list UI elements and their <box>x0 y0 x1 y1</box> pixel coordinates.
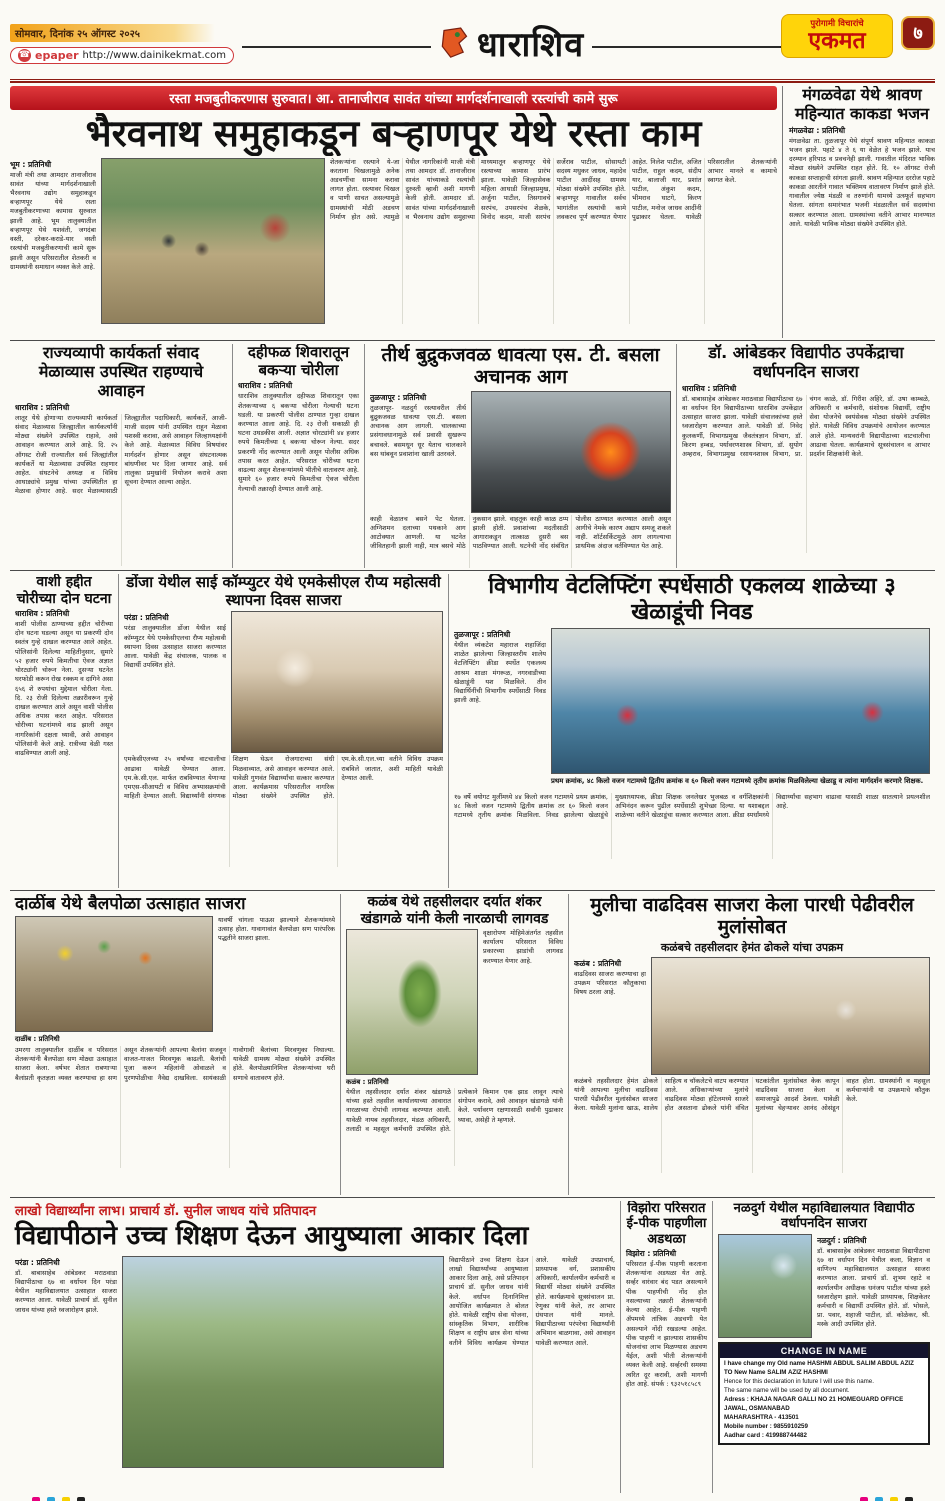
color-mark-black <box>905 1497 913 1501</box>
photo-caption: दाळींब : प्रतिनिधी <box>15 1035 60 1044</box>
road-work-photo <box>101 158 325 324</box>
article-byline: विझोरा : प्रतिनिधी <box>626 1248 677 1258</box>
article-byline: मंगळवेढा : प्रतिनिधी <box>789 125 846 135</box>
article-side-column <box>454 628 546 791</box>
epaper-link[interactable] <box>10 47 234 64</box>
brand-box <box>781 14 893 58</box>
article-kicker: लाखो विद्यार्थ्यांना लाभ। प्राचार्य डॉ. सुनील जाधव यांचे प्रतिपादन <box>15 1204 317 1219</box>
article-subhead: कळंबचे तहसीलदार हेमंत ढोकले यांचा उपक्रम <box>660 940 844 954</box>
article-title: विझोरा परिसरात ई-पीक पाहणीला अडथळा <box>626 1201 707 1247</box>
article-body: येथील तहसीलदार दर्यात शंकर खंडागळे यांच्या हस्ते तहसील कार्यालयाच्या आवारात नारळाच्या रोपांची लागवड करण्यात आली. यावेळी नायब तहसीलदार, मंडळ अधिकारी, तलाठी व महसूल कर्मचारी उपस्थित होते. प्रत्येकाने किमान एक झाड लावून त्याचे संगोपन करावे, असे आवाहन खंडागळे यांनी केले. पर्यावरण रक्षणासाठी सर्वांनी पुढाकार घ्यावा, असेही ते म्हणाले. <box>346 1088 563 1133</box>
article-media <box>454 628 930 791</box>
notice-body <box>720 1358 928 1443</box>
article-byline: परंडा : प्रतिनिधी <box>124 613 169 623</box>
article-university <box>10 1201 620 1493</box>
notice-line: The same name will be used by all document. <box>724 1386 850 1394</box>
article-title: मुलीचा वाढदिवस साजरा केला पारधी पेढीवरील मुलांसोबत <box>590 894 914 939</box>
color-mark-magenta <box>860 1497 868 1501</box>
computer-center-photo <box>231 611 443 753</box>
coconut-planting-photo <box>346 929 478 1075</box>
date-line: सोमवार, दिनांक २५ ऑगस्ट २०२५ <box>10 24 215 42</box>
article-body: कळंबचे तहसीलदार हेमंत ढोकले यांनी आपल्या मुलीचा वाढदिवस पारधी पेढीवरील मुलांसोबत साजरा केला. यावेळी मुलांना खाऊ, शालेय साहित्य व चॉकलेटचे वाटप करण्यात आले. अधिकाऱ्यांच्या मुलांचे वाढदिवस मोठ्या हॉटेलमध्ये साजरे होत असताना ढोकले यांनी वंचित घटकांतील मुलांसोबत केक कापून वाढदिवस साजरा केला व समाजापुढे आदर्श ठेवला. यावेळी मुलांच्या चेहऱ्यावर आनंद ओसंडून वाहत होता. ग्रामस्थांनी व महसूल कर्मचाऱ्यांनी या उपक्रमाचे कौतुक केले. <box>574 1076 930 1113</box>
color-mark-yellow <box>62 1497 70 1501</box>
article-body-side: यावर्षी चांगला पाऊस झाल्याने शेतकऱ्यांमध्ये उत्साह होता. गावागावांत बैलपोळा सण पारंपरिक पद्धतीने साजरा झाला. <box>218 916 335 943</box>
article-weightlifting <box>448 574 935 888</box>
article-body-side: तुळजापूर- नळदुर्ग रस्त्यावरील तीर्थ बुद्रुकजवळ धावत्या एस.टी. बसला अचानक आग लागली. चालकाच्या प्रसंगावधानामुळे सर्व प्रवासी सुखरूप बचावले. बसमधून धूर येताच चालकाने बस थांबवून प्रवाशांना खाली उतरवले. <box>370 403 466 458</box>
article-byline: परंडा : प्रतिनिधी <box>15 1257 60 1267</box>
lead-body-left: माजी मंत्री तथा आमदार तानाजीराव सावंत यांच्या मार्गदर्शनाखाली भैरवनाथ उद्योग समुहाकडून बऱ्हाणपूर येथे रस्ता मजबुतीकरणाच्या कामास सुरुवात झाली आहे. भूम तालुक्यातील बऱ्हाणपूर येथे यशवंती, जगदंबा वस्ती, दरेकर-कराडे-यार वस्ती रस्त्यांची मजबुतीकरणाची कामे सुरू झाली असून परिसरातील शेतकरी व ग्रामस्थांनी समाधान व्यक्त केले आहे. <box>10 170 96 271</box>
lead-strap-banner: रस्ता मजबुतीकरणास सुरुवात। आ. तानाजीराव सावंत यांच्या मार्गदर्शनाखाली रस्त्यांची कामे सुरू <box>10 86 777 110</box>
article-media <box>124 611 443 753</box>
row-2 <box>10 340 935 568</box>
notice-mobile: Mobile number : 9855910259 <box>724 1422 808 1430</box>
header-divider <box>10 79 935 83</box>
notice-aadhar: Aadhar card : 419988744482 <box>724 1431 807 1439</box>
article-dahiphal <box>232 344 364 568</box>
lead-body <box>10 158 777 328</box>
notice-address: Adress : KHAJA NAGAR GALLI NO 21 HOMEGUARD OFFICE JAWAL, OSMANABAD <box>724 1395 904 1412</box>
article-donja-mkcl <box>118 574 448 888</box>
color-mark-yellow <box>890 1497 898 1501</box>
color-mark-cyan <box>47 1497 55 1501</box>
change-in-name-notice <box>718 1342 930 1445</box>
registration-marks-right <box>860 1497 913 1501</box>
masthead-rule-left <box>242 46 431 48</box>
lead-left-column <box>10 158 96 328</box>
article-byline: कळंब : प्रतिनिधी <box>574 958 622 968</box>
article-side-column <box>370 391 466 513</box>
naldurg-college-photo <box>718 1234 812 1338</box>
article-title: नळदुर्ग येथील महाविद्यालयात विद्यापीठ वर्धापनदिन साजरा <box>733 1201 915 1232</box>
registration-marks <box>10 1493 935 1501</box>
article-media <box>15 916 335 1044</box>
college-students-photo <box>122 1256 444 1468</box>
article-media <box>370 391 671 513</box>
bus-fire-photo <box>471 391 671 513</box>
article-media <box>15 1256 615 1468</box>
lead-body-right: शेतकऱ्यांना रस्त्याने ये-जा करताना चिखलामुळे अनेक अडचणींचा सामना करावा लागत होता. रस्त्यावर चिखल व पाणी साचत असल्यामुळे ग्रामस्थांची मोठी अडचण निर्माण होत असे. त्यामुळे येथील नागरिकांनी माजी मंत्री तथा आमदार डॉ. तानाजीराव सावंत यांच्याकडे रस्त्यांची दुरुस्ती व्हावी अशी मागणी केली होती. आमदार डॉ. सावंत यांच्या मार्गदर्शनाखाली व भैरवनाथ उद्योग समुहाच्या माध्यमातून बऱ्हाणपूर येथे रस्त्याच्या कामास प्रारंभ झाला. यावेळी जिल्हासेवक महिला आघाडी जिल्हाप्रमुख, अर्जुना पाटील, तिसगावचे सरपंच, उपसरपंच शेळके, विनोद कदम, माजी सरपंच सर्जेराव पाटील, सोसायटी सदस्य मधुकर जाधव, महादेव पाटील आदींसह ग्रामस्थ मोठ्या संख्येने उपस्थित होते. बऱ्हाणपूर गावातील सर्वच भागांतील रस्त्यांची कामे लवकरच पूर्ण करण्यात येणार आहेत. निलेश पाटील, अजित पाटील, राहुल कदम, संदीप यार, बालाजी यार, प्रशांत पाटील, अंकुश कदम, भीमराव घाटगे, किरण पाटील, मनोज जाधव आदींनी पुढाकार घेतला. यावेळी परिसरातील शेतकऱ्यांनी आभार मानले व कामाचे स्वागत केले. <box>330 157 777 221</box>
article-naldurg <box>712 1201 935 1493</box>
epaper-label: epaper <box>35 49 79 62</box>
article-body-side: डॉ. बाबासाहेब आंबेडकर मराठवाडा विद्यापीठाचा ६७ वा वर्धापन दिन परंडा येथील महाविद्यालयात उत्साहात साजरा करण्यात आला. यावेळी प्राचार्य डॉ. सुनील जाधव यांच्या हस्ते ध्वजारोहण झाले. <box>15 1268 117 1314</box>
row-3 <box>10 570 935 888</box>
article-title: मंगळवेढा येथे श्रावण महिन्यात काकडा भजन <box>794 86 930 123</box>
article-rajyavyapi <box>10 344 232 568</box>
page-header <box>10 4 935 78</box>
edition-title: धाराशिव <box>476 25 585 65</box>
photo-caption: प्रथम क्रमांक, ४८ किलो वजन गटामध्ये द्वितीय क्रमांक व ६० किलो वजन गटामध्ये तृतीय क्रमांक मिळविलेल्या खेळाडू व त्यांना मार्गदर्शन करणारे शिक्षक. <box>551 776 924 785</box>
article-coconut-planting <box>340 894 568 1195</box>
color-mark-cyan <box>875 1497 883 1501</box>
article-body: धाराशिव तालुक्यातील दहीफळ शिवारातून एका शेतकऱ्याच्या ६ बकऱ्या चोरीला गेल्याची घटना घडली. या प्रकरणी पोलीस ठाण्यात गुन्हा दाखल करण्यात आला आहे. दि. २३ रोजी सकाळी ही घटना उघडकीस आली. अज्ञात चोरट्यांनी ४४ हजार रुपये किमतीच्या ६ बकऱ्या चोरून नेल्या. सदर प्रकरणी नोंद करण्यात आली असून पोलीस अधिक तपास करत आहेत. परिसरात चोरीच्या घटना वाढल्या असून शेतकऱ्यांमध्ये भीतीचे वातावरण आहे. सुमारे ६० हजार रुपये किमतीचा ऐवज चोरीला गेल्याची तक्रारही देण्यात आली आहे. <box>238 392 359 493</box>
article-byline: नळदुर्ग : प्रतिनिधी <box>817 1235 867 1245</box>
article-title: डोंजा येथील साई कॉम्प्युटर येथे एमकेसीएल रौप्य महोत्सवी स्थापना दिवस साजरा <box>126 574 441 609</box>
notice-title: CHANGE IN NAME <box>720 1344 928 1358</box>
article-byline: धाराशिव : प्रतिनिधी <box>682 383 737 393</box>
article-ambedkar-upkendra <box>676 344 935 568</box>
article-body: डॉ. बाबासाहेब आंबेडकर मराठवाडा विद्यापीठाचा ६७ वा वर्धापन दिन येथील कला, विज्ञान व वाणिज्य महाविद्यालयात उत्साहात साजरा करण्यात आला. प्राचार्य डॉ. शुभम रहाटे व कार्यालयीन अधीक्षक धनंजय पाटील यांच्या हस्ते ध्वजारोहण झाले. यावेळी प्राध्यापक, शिक्षकेतर कर्मचारी व विद्यार्थी उपस्थित होते. डॉ. भोसले, प्रा. पवार, शहाजी पाटील, डॉ. कोळेकर, श्री. मस्के आदी उपस्थित होते. <box>817 1246 930 1329</box>
article-epik <box>620 1201 712 1493</box>
page-number: ७ <box>901 16 935 50</box>
article-title: तीर्थ बुद्रुकजवळ धावत्या एस. टी. बसला अचानक आग <box>381 344 660 389</box>
lead-byline: भूम : प्रतिनिधी <box>10 159 52 169</box>
article-body: उमरगा तालुक्यातील दाळींब व परिसरात शेतकऱ्यांनी बैलपोळा सण मोठ्या उत्साहात साजरा केला. वर्षभर शेतात राबणाऱ्या बैलांप्रती कृतज्ञता व्यक्त करण्याचा हा सण असून शेतकऱ्यांनी आपल्या बैलांना सजवून वाजत-गाजत मिरवणूक काढली. बैलांची पूजा करून महिलांनी ओवाळले व पुरणपोळीचा नैवेद्य दाखविला. सायंकाळी गावोगावी बैलांच्या मिरवणुका निघाल्या. यावेळी ग्रामस्थ मोठ्या संख्येने उपस्थित होते. बैलपोळ्यानिमित्त शेतकऱ्यांच्या घरी सणाचे वातावरण होते. <box>15 1046 335 1082</box>
article-body-side: परंडा तालुक्यातील डोंजा येथील साई कॉम्प्युटर येथे एमकेसीएलचा रौप्य महोत्सवी स्थापना दिवस उत्साहात साजरा करण्यात आला. यावेळी केंद्र संचालक, पालक व विद्यार्थी उपस्थित होते. <box>124 624 226 670</box>
article-byline: तुळजापूर : प्रतिनिधी <box>454 629 511 639</box>
article-title: विभागीय वेटलिफ्टिंग स्पर्धेसाठी एकलव्य शाळेच्या ३ खेळाडूंची निवड <box>488 574 896 625</box>
article-vashi <box>10 574 118 888</box>
article-byline: तुळजापूर : प्रतिनिधी <box>370 392 427 402</box>
article-title: डॉ. आंबेडकर विद्यापीठ उपकेंद्राचा वर्धापनदिन साजरा <box>708 344 904 381</box>
article-title: विद्यापीठाने उच्च शिक्षण देऊन आयुष्याला आकार दिला <box>15 1221 529 1251</box>
article-body: एमकेसीएलच्या २५ वर्षांच्या वाटचालीचा आढावा यावेळी घेण्यात आला. एम.के.सी.एल. मार्फत राबविण्यात येणाऱ्या एमएस-सीआयटी व विविध अभ्यासक्रमांची माहिती देण्यात आली. विद्यार्थ्यांनी संगणक शिक्षण घेऊन रोजगाराच्या संधी मिळवाव्यात, असे आवाहन करण्यात आले. यावेळी गुणवंत विद्यार्थ्यांचा सत्कार करण्यात आला. कार्यक्रमास परिसरातील नागरिक मोठ्या संख्येने उपस्थित होते. एम.के.सी.एल.च्या वतीने विविध उपक्रम राबविले जातात, अशी माहिती यावेळी देण्यात आली. <box>124 755 443 801</box>
article-body: वाशी पोलीस ठाण्याच्या हद्दीत चोरीच्या दोन घटना घडल्या असून या प्रकरणी दोन स्वतंत्र गुन्हे दाखल करण्यात आले आहेत. पोलिसांनी दिलेल्या माहितीनुसार, सुमारे ५२ हजार रुपये किमतीचा ऐवज अज्ञात चोरट्यांनी चोरून नेला. दुसऱ्या घटनेत घरफोडी करून रोख रक्कम व दागिने असा ६५६ शे रुपयांचा मुद्देमाल चोरीला गेला. दि. २३ रोजी दिलेल्या तक्रारीवरून गुन्हे दाखल करण्यात आले असून वाशी पोलीस अधिक तपास करत आहेत. परिसरात चोरीच्या घटनांमध्ये वाढ झाली असून नागरिकांनी दक्षता घ्यावी, असे आवाहन पोलिसांनी केले आहे. रात्रीच्या वेळी गस्त वाढविण्यात आली आहे. <box>15 620 113 758</box>
article-title: दहीफळ शिवारातून बकऱ्या चोरीला <box>247 344 350 379</box>
phone-icon: ☎ <box>18 50 31 60</box>
masthead-rule-right <box>592 46 781 48</box>
registration-marks-left <box>32 1497 85 1501</box>
article-title: वाशी हद्दीत चोरीच्या दोन घटना <box>16 574 112 607</box>
notice-declaration: I have change my Old name HASHMI ABDUL SALIM ABDUL AZIZ TO New Name SALIM AZIZ HASHMI <box>724 1359 914 1376</box>
article-byline: धाराशिव : प्रतिनिधी <box>15 609 70 619</box>
article-side-column <box>124 611 226 753</box>
article-body-side: येथील व्यंकटेश महाराज शहाजिंदा शाळेत झालेल्या जिल्हास्तरीय शालेय वेटलिफ्टिंग क्रीडा स्पर्धेत एकलव्य आश्रम शाळा मंगरूळ, नगरवाडीच्या खेळाडूंनी यश मिळविले. तीन विद्यार्थिनींची विभागीय स्पर्धेसाठी निवड झाली आहे. <box>454 640 546 705</box>
brand-tagline: पुरोगामी विचारांचे <box>810 19 864 29</box>
article-title: दाळींब येथे बैलपोळा उत्साहात साजरा <box>15 894 246 914</box>
bailpola-photo <box>15 916 213 1032</box>
article-title: कळंब येथे तहसीलदार दर्यात शंकर खंडागळे यांनी केली नारळाची लागवड <box>360 894 549 927</box>
article-body: लातूर येथे होणाऱ्या राज्यव्यापी कार्यकर्ता संवाद मेळाव्यास जिल्ह्यातील कार्यकर्त्यांनी मोठ्या संख्येने उपस्थित राहावे, असे आवाहन करण्यात आले आहे. दि. २५ ऑगस्ट रोजी राज्यातील सर्व जिल्ह्यांतील कार्यकर्ते या मेळाव्यास उपस्थित राहणार आहेत. संघटनेचे अध्यक्ष व विविध आघाड्यांचे प्रमुख यांच्या उपस्थितीत हा मेळावा होणार आहे. सदर मेळाव्यासाठी जिल्ह्यातील पदाधिकारी, कार्यकर्ते, आजी-माजी सदस्य यांनी उपस्थित राहून मेळावा यशस्वी करावा, असे आवाहन जिल्हाध्यक्षांनी केले आहे. मेळाव्यात विविध विषयांवर मार्गदर्शन होणार असून संघटनात्मक बांधणीवर भर दिला जाणार आहे. सर्व तालुका प्रमुखांनी नियोजन करावे अशा सूचना देण्यात आल्या आहेत. <box>15 413 227 496</box>
notice-state: MAHARASHTRA - 413501 <box>724 1413 799 1421</box>
article-bus-fire <box>364 344 676 568</box>
lead-article <box>10 86 782 338</box>
article-body-side: वाढदिवस साजरा करण्याचा हा उपक्रम परिसरात कौतुकाचा विषय ठरला आहे. <box>574 969 646 997</box>
article-body: काही वेळातच बसने पेट घेतला. अग्निशमन दलाच्या पथकाने आग आटोक्यात आणली. या घटनेत जीवितहानी झाली नाही, मात्र बसचे मोठे नुकसान झाले. वाहतूक काही काळ ठप्प झाली होती. प्रवाशांच्या मदतीसाठी आगाराकडून तात्काळ दुसरी बस पाठविण्यात आली. घटनेची नोंद संबंधित पोलीस ठाण्यात करण्यात आली असून आगीचे नेमके कारण अद्याप समजू शकले नाही. शॉर्टसर्किटमुळे आग लागल्याचा प्राथमिक अंदाज वर्तविण्यात येत आहे. <box>370 514 671 551</box>
article-body: परिसरात ई-पीक पाहणी करताना शेतकऱ्यांना अडथळा येत आहे. सर्व्हर वारंवार बंद पडत असल्याने पीक पाहणीची नोंद होत नसल्याच्या तक्रारी शेतकऱ्यांनी केल्या आहेत. ई-पीक पाहणी ॲपमध्ये तांत्रिक अडचणी येत असल्याने नोंदी रखडल्या आहेत. पीक पाहणी न झाल्यास शासकीय योजनांचा लाभ मिळण्यास अडचण येईल, अशी भीती शेतकऱ्यांनी व्यक्त केली आहे. सर्व्हरची समस्या त्वरित दूर करावी, अशी मागणी होत आहे. संपर्क : ९३२५१८५८९ <box>626 1259 707 1388</box>
epaper-url[interactable]: http://www.dainikekmat.com <box>82 50 227 61</box>
article-body: मंगळवेढा ता. तुळजापूर येथे संपूर्ण श्रावण महिन्यात काकडा भजन झाले. पहाटे ४ ते ६ या वेळेत हे भजन झाले. याच दरम्यान हरिपाठ व प्रवचनेही झाली. गावातील मंदिरात भाविक मोठ्या संख्येने उपस्थित राहत होते. दि. १० ऑगस्ट रोजी काकडा सप्ताहाची सांगता झाली. श्रावण महिन्यात दररोज पहाटे काकडा आरतीने गावात भक्तिमय वातावरण निर्माण झाले होते. गावातील ज्येष्ठ मंडळी व तरुणांनी यामध्ये उत्स्फूर्त सहभाग घेतला. सांगता समारंभात भजनी मंडळातील सर्व सदस्यांचा सत्कार करण्यात आला. ग्रामस्थांच्या वतीने आभार मानण्यात आले. यावेळी भाविक मोठ्या संख्येने उपस्थित होते. <box>789 136 935 228</box>
article-photo-block <box>346 929 478 1086</box>
ekmat-logo-icon <box>439 26 469 60</box>
color-mark-magenta <box>32 1497 40 1501</box>
color-mark-black <box>77 1497 85 1501</box>
photo-caption: कळंब : प्रतिनिधी <box>346 1078 389 1087</box>
article-photo-block <box>15 916 213 1044</box>
article-byline: धाराशिव : प्रतिनिधी <box>238 381 293 391</box>
article-body: विद्यापीठाने उच्च शिक्षण देऊन लाखो विद्यार्थ्यांच्या आयुष्याला आकार दिला आहे, असे प्रतिपादन प्राचार्य डॉ. सुनील जाधव यांनी केले. वर्धापन दिनानिमित्त आयोजित कार्यक्रमात ते बोलत होते. यावेळी राष्ट्रीय सेवा योजना, सांस्कृतिक विभाग, शारीरिक शिक्षण व राष्ट्रीय छात्र सेना यांच्या वतीने विविध कार्यक्रम घेण्यात आले. यावेळी उपप्राचार्य, प्राध्यापक वर्ग, प्रशासकीय अधिकारी, कार्यालयीन कर्मचारी व विद्यार्थी मोठ्या संख्येने उपस्थित होते. कार्यक्रमाचे सूत्रसंचालन प्रा. रेणुका यांनी केले, तर आभार ग्रंथपाल यांनी मानले. विद्यापीठाच्या परंपरेचा विद्यार्थ्यांनी अभिमान बाळगावा, असे आवाहन यावेळी करण्यात आले. <box>449 1255 615 1347</box>
article-bailpola <box>10 894 340 1195</box>
article-mangalwedha <box>782 86 935 338</box>
notice-line: Hence for this declaration in future I will use this name. <box>724 1377 874 1385</box>
article-photo-block <box>551 628 930 791</box>
masthead <box>242 4 781 66</box>
weightlifting-team-photo <box>551 628 930 774</box>
article-birthday <box>568 894 935 1195</box>
article-body: डॉ. बाबासाहेब आंबेडकर मराठवाडा विद्यापीठाचा ६७ वा वर्धापन दिन विद्यापीठाच्या धाराशिव उपकेंद्रात उत्साहात साजरा झाला. यावेळी संचालकांच्या हस्ते ध्वजारोहण करण्यात आले. यावेळी डॉ. निवेद कुलकर्णी, विभागप्रमुख जैवतंत्रज्ञान विभाग, डॉ. किरण हम्बड, पर्यावरणशास्त्र विभाग, डॉ. सुयोग अम्हराव, विभागप्रमुख रसायनशास्त्र विभाग, प्रा. चंगन काळे, डॉ. गिरीश अहिरे, डॉ. उषा काम्बळे, अधिकारी व कर्मचारी, संशोधक विद्यार्थी, राष्ट्रीय सेवा योजनेचे स्वयंसेवक मोठ्या संख्येने उपस्थित होते. यावेळी विविध उपक्रमांचे आयोजन करण्यात आले होते. मान्यवरांनी विद्यापीठाच्या वाटचालीचा आढावा घेतला. कार्यक्रमाचे सूत्रसंचालन व आभार प्रदर्शन शिक्षकांनी केले. <box>682 394 930 459</box>
article-byline: धाराशिव : प्रतिनिधी <box>15 402 70 412</box>
article-side-column <box>574 957 646 1075</box>
bottom-section <box>10 1197 935 1493</box>
top-section <box>10 86 935 338</box>
article-media <box>718 1234 930 1339</box>
header-left <box>10 4 242 64</box>
brand-name: एकमत <box>808 28 866 54</box>
article-side-column <box>817 1234 930 1339</box>
lead-headline: भैरवनाथ समुहाकडून बऱ्हाणपूर येथे रस्ता काम <box>85 113 702 155</box>
article-media <box>574 957 930 1075</box>
article-media <box>346 929 563 1086</box>
article-body: १७ वर्षे वयोगट मुलींमध्ये ४४ किलो वजन गटामध्ये प्रथम क्रमांक, ४८ किलो वजन गटामध्ये द्वितीय क्रमांक तर ६० किलो वजन गटामध्ये तृतीय क्रमांक मिळविला. निवड झालेल्या खेळाडूंचे मुख्याध्यापक, क्रीडा शिक्षक जनलेखर भुजबळ व वर्गशिक्षकांनी अभिनंदन करून पुढील स्पर्धेसाठी शुभेच्छा दिल्या. या यशाबद्दल शाळेच्या वतीने खेळाडूंचा सत्कार करण्यात आला. क्रीडा स्पर्धांमध्ये विद्यार्थ्यांचा सहभाग वाढावा यासाठी शाळा सातत्याने प्रयत्नशील आहे. <box>454 792 930 820</box>
article-side-column <box>15 1256 117 1468</box>
article-title: राज्यव्यापी कार्यकर्ता संवाद मेळाव्यास उपस्थित राहण्याचे आवाहन <box>38 344 204 400</box>
birthday-children-photo <box>651 957 930 1075</box>
article-body-side: वृक्षारोपण मोहिमेअंतर्गत तहसील कार्यालय परिसरात विविध प्रकारच्या झाडांची लागवड करण्यात येणार आहे. <box>483 929 563 965</box>
row-4 <box>10 890 935 1195</box>
